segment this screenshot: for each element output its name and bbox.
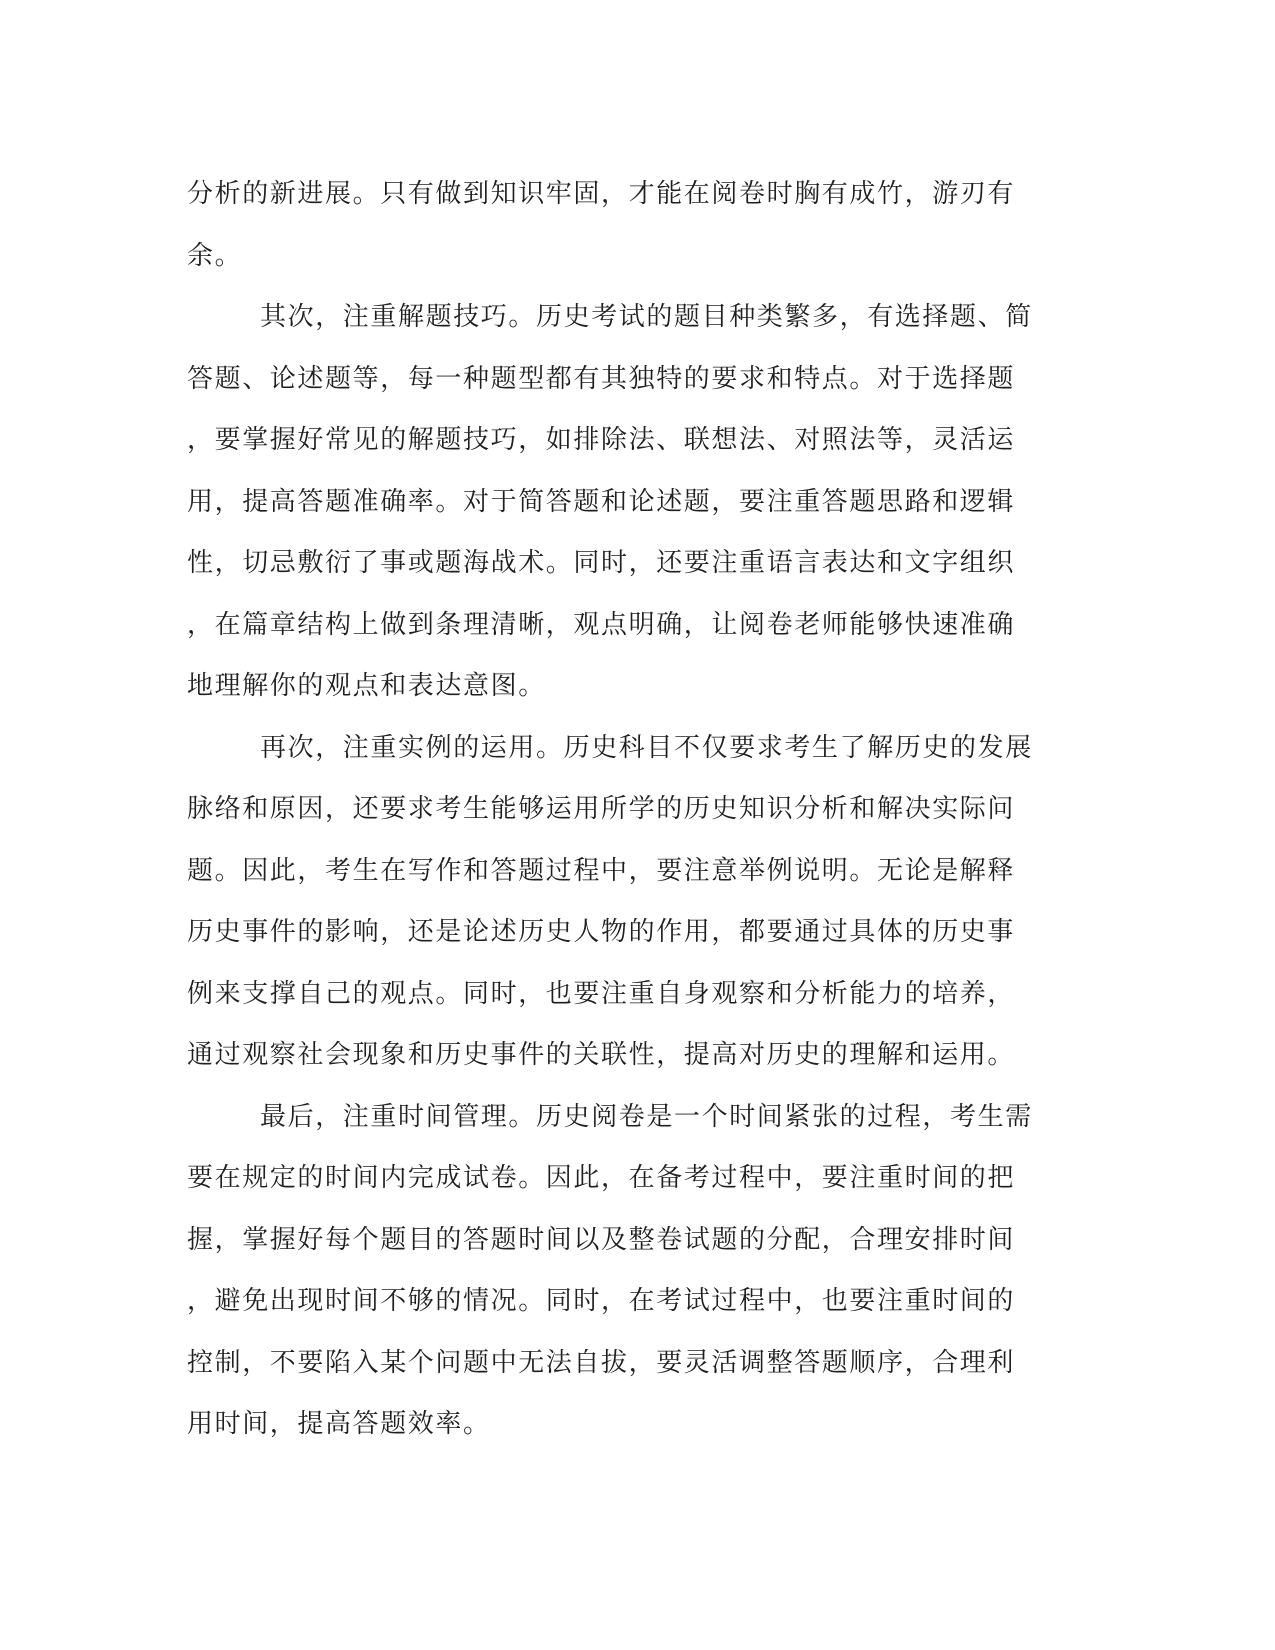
text-line: 要在规定的时间内完成试卷。因此，在备考过程中，要注重时间的把 bbox=[187, 1163, 1016, 1193]
text-line: ，在篇章结构上做到条理清晰，观点明确，让阅卷老师能够快速准确 bbox=[187, 609, 1016, 640]
text-line: 控制，不要陷入某个问题中无法自拔，要灵活调整答题顺序，合理利 bbox=[187, 1347, 1016, 1378]
text-line: 脉络和原因，还要求考生能够运用所学的历史知识分析和解决实际问 bbox=[187, 794, 1016, 824]
paragraph-first-line: 再次，注重实例的运用。历史科目不仅要求考生了解历史的发展 bbox=[260, 732, 1033, 763]
text-line: 历史事件的影响，还是论述历史人物的作用，都要通过具体的历史事 bbox=[187, 917, 1016, 947]
text-line: 用，提高答题准确率。对于简答题和论述题，要注重答题思路和逻辑 bbox=[187, 486, 1016, 517]
paragraph-first-line: 其次，注重解题技巧。历史考试的题目种类繁多，有选择题、简 bbox=[260, 302, 1033, 332]
text-line: 例来支撑自己的观点。同时，也要注重自身观察和分析能力的培养， bbox=[187, 978, 1016, 1009]
text-line: 握，掌握好每个题目的答题时间以及整卷试题的分配，合理安排时间 bbox=[187, 1224, 1016, 1255]
paragraph-first-line: 最后，注重时间管理。历史阅卷是一个时间紧张的过程，考生需 bbox=[260, 1101, 1033, 1132]
text-line: ，避免出现时间不够的情况。同时，在考试过程中，也要注重时间的 bbox=[187, 1286, 1016, 1316]
text-line: 答题、论述题等，每一种题型都有其独特的要求和特点。对于选择题 bbox=[187, 363, 1016, 394]
text-line: 题。因此，考生在写作和答题过程中，要注意举例说明。无论是解释 bbox=[187, 855, 1016, 886]
text-line: ，要掌握好常见的解题技巧，如排除法、联想法、对照法等，灵活运 bbox=[187, 425, 1016, 455]
text-line: 分析的新进展。只有做到知识牢固，才能在阅卷时胸有成竹，游刃有 bbox=[187, 179, 1016, 209]
text-line: 地理解你的观点和表达意图。 bbox=[187, 671, 546, 701]
text-line: 性，切忌敷衍了事或题海战术。同时，还要注重语言表达和文字组织 bbox=[187, 548, 1016, 578]
document-body bbox=[187, 164, 1067, 1456]
text-line: 用时间，提高答题效率。 bbox=[187, 1409, 491, 1439]
text-line: 余。 bbox=[187, 240, 243, 271]
text-line: 通过观察社会现象和历史事件的关联性，提高对历史的理解和运用。 bbox=[187, 1040, 1016, 1070]
